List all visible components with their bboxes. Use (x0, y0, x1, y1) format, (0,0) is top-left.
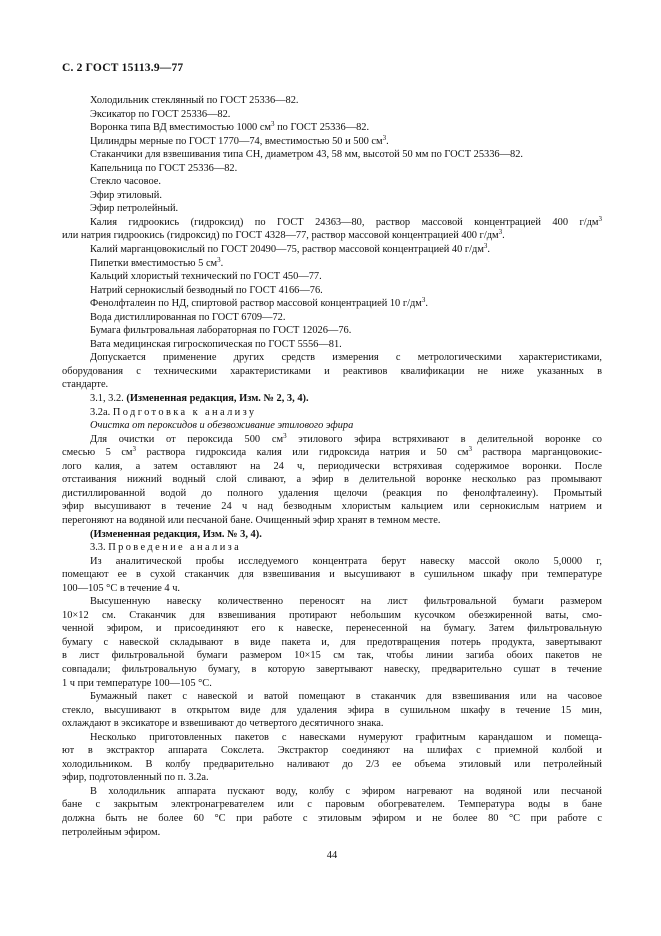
text-line: стекло, высушивают в открытом виде для удаления эфира в сушильном шкафу в течение 15 мин, (62, 704, 602, 716)
text-line: 1 ч при температуре 100—105 °С. (62, 677, 212, 689)
text-line: должна быть не более 60 °С при работе с этиловым эфиром и не более 80 °С при работе с (62, 812, 602, 824)
text-line: бане с закрытым электронагревателем или с паровым обогревателем. Температура воды в бане (62, 799, 602, 811)
section-heading (62, 406, 602, 420)
text-line: перегоняют на водяной или песчаной бане. Очищенный эфир хранят в темном месте. (62, 514, 441, 526)
subsection-title: Очистка от пероксидов и обезвоживание этилового эфира (90, 420, 354, 432)
page-header: С. 2 ГОСТ 15113.9—77 (62, 62, 184, 74)
text-line: отстаивания нижний водный слой сливают, а эфир в делительной воронке несколько раз промывают (62, 474, 602, 486)
text-line: совпадали; фильтровальную бумагу, в которую завертывают навеску, предварительно сушат в течение (62, 663, 602, 675)
text-line: Стекло часовое. (90, 176, 161, 188)
text-line: Калий марганцовокислый по ГОСТ 20490—75, раствор массовой концентрацией 40 $г/дм^3$. (90, 242, 491, 256)
text-line: Натрий сернокислый безводный по ГОСТ 4166—76. (90, 284, 323, 296)
text-line: бумагу с навеской складывают в виде пакета и, для предотвращения потерь продукта, завертывают (62, 636, 602, 648)
text-line: Фенолфталеин по НД, спиртовой раствор массовой концентрацией 10 $г/дм^3$. (90, 296, 428, 310)
text-line: эфир, подготовленный по п. 3.2а. (62, 772, 209, 784)
text-line: Капельница по ГОСТ 25336—82. (90, 162, 238, 174)
text-line: петролейным эфиром. (62, 826, 161, 838)
text-line: Воронка типа ВД вместимостью 1000 $см^3$ по ГОСТ 25336—82. (90, 120, 370, 134)
text-line: в лист фильтровальной бумаги размером 10×15 см так, чтобы линии загиба обоих пакетов не (62, 650, 602, 662)
text-line: оборудования с техническими характеристиками и реактивов квалификации не ниже указанных в (62, 365, 602, 377)
text-line: холодильником. В колбу предварительно наливают до 2/3 ее объема этиловый или петролейный (62, 758, 602, 770)
text-line: Эфир петролейный. (90, 203, 179, 215)
text-line: Вата медицинская гигроскопическая по ГОСТ 5556—81. (90, 338, 342, 350)
text-line: ют в экстрактор аппарата Сокслета. Экстрактор соединяют на шлифах с приемной колбой и (62, 745, 602, 757)
text-line: Для очистки от пероксида 500 $см^3$ этилового эфира встряхивают в делительной воронке со (90, 431, 602, 445)
text-line: ченной эфиром, и присоединяют его к навеске, перенесенной на бумагу. Затем фильтровальную (62, 623, 602, 635)
amendment-label: (Измененная редакция, Изм. № 3, 4). (90, 528, 262, 540)
section-title: Подготовка к анализу (112, 406, 257, 418)
text-line: Высушенную навеску количественно переносят на лист фильтровальной бумаги размером (90, 596, 602, 608)
text-line: В холодильник аппарата пускают воду, колбу с эфиром нагревают на водяной или песчаной (90, 785, 602, 797)
section-title: Проведение анализа (108, 542, 242, 554)
text-line: Пипетки вместимостью 5 $см^3$. (90, 255, 224, 269)
section-number: 3.1, 3.2. (90, 393, 124, 405)
text-line: дистиллированной водой до полного удаления щелочи (реакция по фенолфталеину). Промытый (62, 487, 602, 499)
page-number: 44 (326, 850, 338, 861)
text-line: охлаждают в эксикаторе и взвешивают до четвертого десятичного знака. (62, 718, 384, 730)
amendment-note (62, 392, 602, 406)
text-line: Допускается применение других средств измерения с метрологическими характеристиками, (90, 352, 602, 364)
document-page (62, 0, 602, 936)
text-line: помещают ее в сухой стаканчик для взвешивания и высушивают в сушильном шкафу при температуре (62, 569, 602, 581)
text-line: Холодильник стеклянный по ГОСТ 25336—82. (90, 95, 299, 106)
amendment-label: (Измененная редакция, Изм. № 2, 3, 4). (126, 393, 309, 405)
text-line: лого калия, а затем оставляют на 24 ч, периодически встряхивая содержимое воронки. После (62, 460, 602, 472)
section-heading (62, 541, 602, 555)
text-line: Калия гидроокись (гидроксид) по ГОСТ 24363—80, раствор массовой концентрацией 400 $г/дм^3$ (90, 214, 602, 228)
text-line: Несколько приготовленных пакетов с навесками нумеруют графитным карандашом и помеща- (90, 731, 602, 743)
text-line: Кальций хлористый технический по ГОСТ 450—77. (90, 271, 322, 283)
text-line: эфир высушивают в течение 24 ч над безводным хлористым кальцием или сернокислым натрием и (62, 501, 602, 513)
text-line: смесью 5 $см^3$ раствора гидроксида калия или гидроксида натрия и 50 $см^3$ раствора марганцовокис- (62, 445, 602, 459)
text-line: 100—105 °С в течение 4 ч. (62, 582, 181, 594)
text-line: Бумажный пакет с навеской и ватой помещают в стаканчик для взвешивания или на часовое (90, 691, 602, 703)
text-line: стандарте. (62, 379, 109, 391)
text-line: или натрия гидроокись (гидроксид) по ГОСТ 4328—77, раствор массовой концентрацией 400 $г/дм^3$. (62, 228, 505, 242)
text-line: Эфир этиловый. (90, 189, 162, 201)
text-line: Бумага фильтровальная лабораторная по ГОСТ 12026—76. (90, 325, 352, 337)
section-number: 3.2а. (90, 406, 111, 418)
text-line: Вода дистиллированная по ГОСТ 6709—72. (90, 311, 286, 323)
section-number: 3.3. (90, 542, 106, 554)
document-body (62, 94, 602, 839)
text-line: Из аналитической пробы исследуемого концентрата берут навеску массой около 5,0000 г, (90, 555, 602, 567)
text-line: Стаканчики для взвешивания типа СН, диаметром 43, 58 мм, высотой 50 мм по ГОСТ 25336—82. (90, 149, 524, 161)
text-line: Цилиндры мерные по ГОСТ 1770—74, вместимостью 50 и 500 $см^3$. (90, 133, 389, 147)
text-line: Эксикатор по ГОСТ 25336—82. (90, 108, 231, 120)
text-line: 10×12 см. Стаканчик для взвешивания протирают небольшим кусочком обезжиренной ваты, смо- (62, 609, 602, 621)
